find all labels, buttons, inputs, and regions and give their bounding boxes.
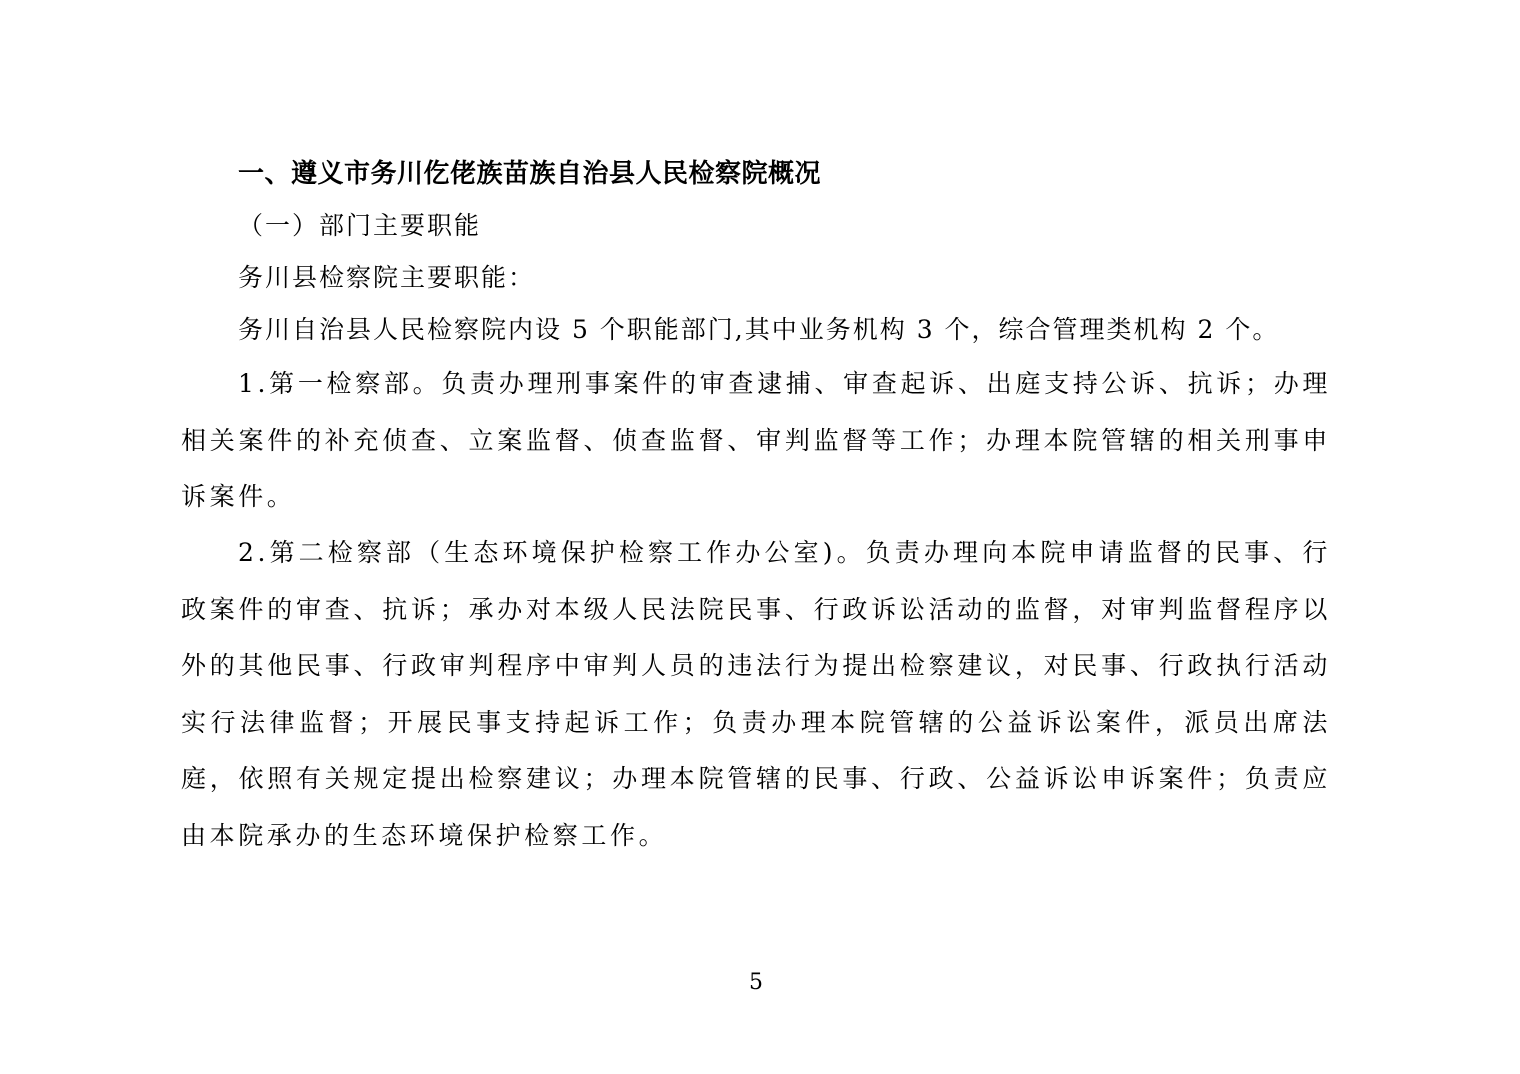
section-heading: 一、遵义市务川仡佬族苗族自治县人民检察院概况 [238,159,822,189]
page-number: 5 [749,970,763,995]
subsection-heading: （一）部门主要职能 [238,211,482,240]
intro-label: 务川县检察院主要职能： [238,263,536,292]
paragraph-first-department: 1.第一检察部。负责办理刑事案件的审查逮捕、审查起诉、出庭支持公诉、抗诉；办理相关案件的补充侦查、立案监督、侦查监督、审判监督等工作；办理本院管辖的相关刑事申诉案件。 [181,369,1331,511]
paragraph-second-department: 2.第二检察部（生态环境保护检察工作办公室)。负责办理向本院申请监督的民事、行政案件的审查、抗诉；承办对本级人民法院民事、行政诉讼活动的监督，对审判监督程序以外的其他民事、行政审判程序中审判人员的违法行为提出检察建议，对民事、行政执行活动实行法律监督；开展民事支持起诉工作；负责办理本院管辖的公益诉讼案件，派员出席法庭，依照有关规定提出检察建议；办理本院管辖的民事、行政、公益诉讼申诉案件；负责应由本院承办的生态环境保护检察工作。 [181,538,1331,850]
intro-text: 务川自治县人民检察院内设 5 个职能部门,其中业务机构 3 个，综合管理类机构 2 个。 [238,315,1280,344]
